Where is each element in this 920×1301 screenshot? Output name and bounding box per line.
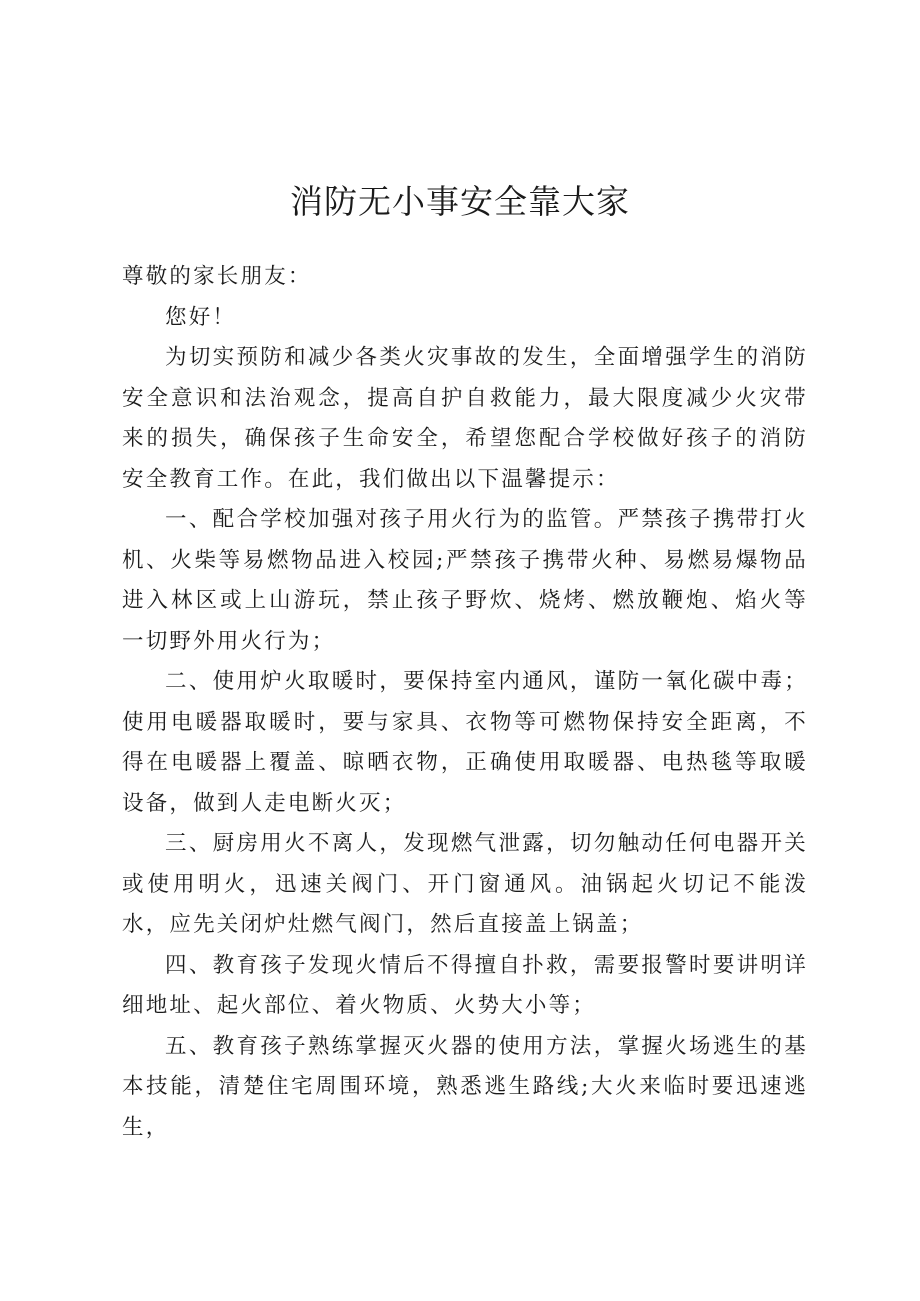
paragraph-intro: 为切实预防和减少各类火灾事故的发生，全面增强学生的消防安全意识和法治观念，提高自护自救能力，最大限度减少火灾带来的损失，确保孩子生命安全，希望您配合学校做好孩子的消防安全教育工作。在此，我们做出以下温馨提示：: [122, 345, 808, 492]
document-title: 消防无小事安全靠大家: [290, 182, 630, 221]
document-body: [122, 257, 808, 1148]
paragraph-tip-4: 四、教育孩子发现火情后不得擅自扑救，需要报警时要讲明详细地址、起火部位、着火物质、火势大小等；: [122, 952, 808, 1018]
paragraph-tip-3: 三、厨房用火不离人，发现燃气泄露，切勿触动任何电器开关或使用明火，迅速关阀门、开门窗通风。油锅起火切记不能泼水，应先关闭炉灶燃气阀门，然后直接盖上锅盖；: [122, 831, 808, 937]
paragraph-tip-2: 二、使用炉火取暖时，要保持室内通风，谨防一氧化碳中毒；使用电暖器取暖时，要与家具、衣物等可燃物保持安全距离，不得在电暖器上覆盖、晾晒衣物，正确使用取暖器、电热毯等取暖设备，做到人走电断火灭；: [122, 669, 808, 816]
paragraph-tip-1: 一、配合学校加强对孩子用火行为的监管。严禁孩子携带打火机、火柴等易燃物品进入校园;严禁孩子携带火种、易燃易爆物品进入林区或上山游玩，禁止孩子野炊、烧烤、燃放鞭炮、焰火等一切野外用火行为；: [122, 507, 808, 654]
salutation: 尊敬的家长朋友：: [122, 264, 312, 289]
greeting: 您好！: [165, 304, 237, 330]
paragraph-tip-5: 五、教育孩子熟练掌握灭火器的使用方法，掌握火场逃生的基本技能，清楚住宅周围环境，熟悉逃生路线;大火来临时要迅速逃生，: [122, 1033, 808, 1140]
